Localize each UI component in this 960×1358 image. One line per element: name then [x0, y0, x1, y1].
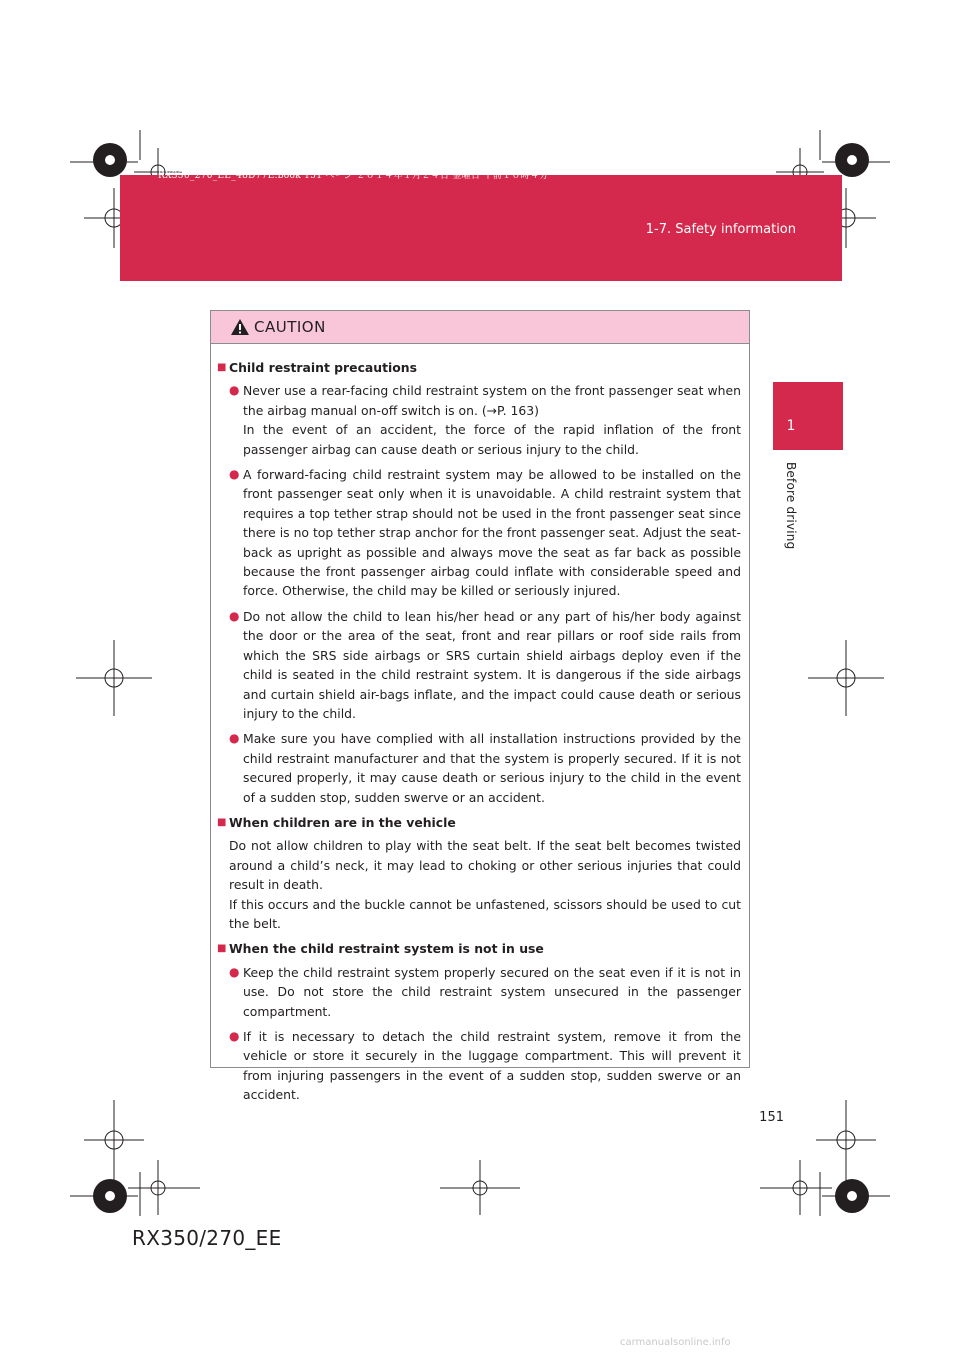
caution-box: [210, 310, 750, 1103]
dot-bullet-icon: ●: [229, 383, 240, 398]
warning-icon: [230, 318, 250, 336]
watermark: carmanualsonline.info: [620, 1337, 731, 1348]
paragraph: Do not allow children to play with the seat belt. If the seat belt becomes twisted around a child’s neck, it may lead to choking or other serious injuries that could result in death. If this occurs and the buckle cannot be unfastened, scissors should be used to cut the belt.: [229, 838, 741, 931]
section-title: 1-7. Safety information: [645, 222, 796, 237]
caution-body: [211, 344, 749, 1105]
dot-bullet-icon: ●: [229, 964, 240, 979]
model-code: RX350/270_EE: [132, 1226, 282, 1250]
list-item: ● Make sure you have complied with all installation instructions provided by the child restraint manufacturer and that the system is properly secured. If it is not secured properly, it may cause death or serious injury to the child in the event of a sudden stop, sudden swerve or an accident.: [229, 729, 741, 807]
section-heading: ■ Child restraint precautions: [217, 358, 741, 377]
square-bullet-icon: ■: [217, 943, 227, 955]
list-item: ● A forward-facing child restraint system may be allowed to be installed on the front passenger seat only when it is unavoidable. A child restraint system that requires a top tether strap should not be used in the front passenger seat since there is no top tether strap anchor for the front passenger seat. Adjust the seat-back as upright as possible and always move the seat as far back as possible because the front passenger airbag could inflate with considerable speed and force. Otherwise, the child may be killed or seriously injured.: [229, 465, 741, 601]
section-heading: ■ When children are in the vehicle: [217, 813, 741, 832]
chapter-label: Before driving: [784, 462, 798, 550]
dot-bullet-icon: ●: [229, 731, 240, 746]
page-number: 151: [759, 1110, 784, 1125]
dot-bullet-icon: ●: [229, 1029, 240, 1043]
list-item: ● Never use a rear-facing child restraint system on the front passenger seat when the airbag manual on-off switch is on. (→P. 163) In the event of an accident, the force of the rapid inflation of the front passenger airbag can cause death or serious injury to the child.: [229, 381, 741, 459]
chapter-number: 1: [786, 418, 796, 434]
dot-bullet-icon: ●: [229, 608, 240, 623]
square-bullet-icon: ■: [217, 362, 227, 373]
caution-header: [211, 311, 749, 344]
list-item: ● If it is necessary to detach the child restraint system, remove it from the vehicle or store it securely in the luggage compartment. This will prevent it from injuring passengers in the event of a sudden stop, sudden swerve or an accident.: [229, 1027, 741, 1105]
section-heading: ■ When the child restraint system is not in use: [217, 939, 741, 958]
print-meta: RX350_270_EE_48D77E.book 151 ページ ２０１４年１月２４日 金曜日 午前１０時４分: [158, 171, 549, 181]
chapter-tab: [773, 382, 843, 450]
caution-title: CAUTION: [254, 318, 326, 336]
dot-bullet-icon: ●: [229, 467, 240, 482]
list-item: ● Do not allow the child to lean his/her head or any part of his/her body against the door or the area of the seat, front and rear pillars or roof side rails from which the SRS side airbags or SRS curtain shield airbags deploy even if the child is seated in the child restraint system. It is dangerous if the side airbags and curtain shield air-bags inflate, and the impact could cause death or serious injury to the child.: [229, 607, 741, 723]
list-item: ● Keep the child restraint system properly secured on the seat even if it is not in use. Do not store the child restraint system unsecured in the passenger compartment.: [229, 963, 741, 1021]
square-bullet-icon: ■: [217, 816, 227, 828]
